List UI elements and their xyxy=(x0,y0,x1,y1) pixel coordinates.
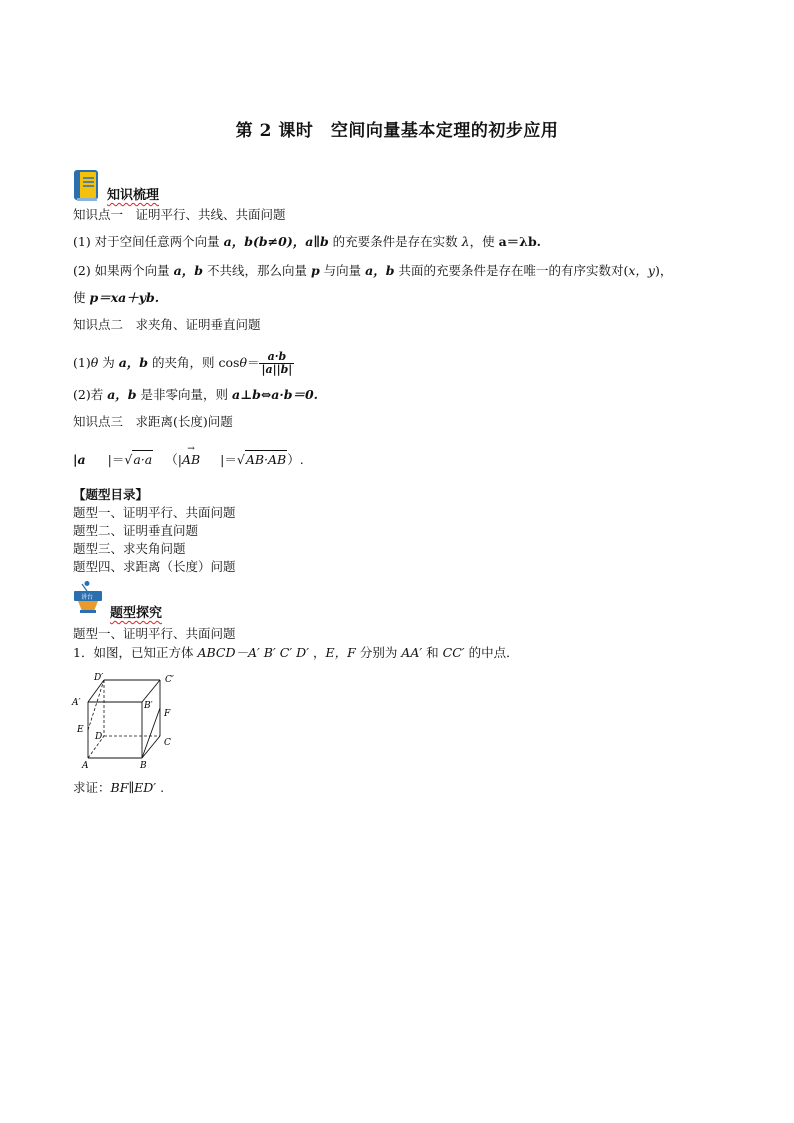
kp2-heading: 知识点二 求夹角、证明垂直问题 xyxy=(73,317,261,332)
kp1-line3: 使 p＝xa＋yb. xyxy=(73,290,160,305)
kp2-line1: (1)θ 为 a，b 的夹角，则 cosθ＝ $\frac{a\cdot b}{|a||b|}$ xyxy=(73,350,293,376)
cos-fraction: $\frac{a\cdot b}{|a||b|}$ xyxy=(261,350,293,376)
label-D1: D′ xyxy=(94,673,104,683)
type1-heading: 题型一、证明平行、共面问题 xyxy=(73,626,236,641)
label-F: F xyxy=(164,709,171,719)
kp1-heading: 知识点一 证明平行、共线、共面问题 xyxy=(73,207,286,222)
edge-B1C1 xyxy=(142,680,160,702)
label-C1: C′ xyxy=(165,675,174,685)
kp2-line2: (2)若 a，b 是非零向量，则 a⊥b⇔a·b＝0. xyxy=(73,387,319,402)
section-explore-label: 题型探究 xyxy=(110,606,163,621)
kp3-formula: |a |＝√a·a （|→ AB |＝√AB·AB）. xyxy=(73,450,304,469)
segment-BF xyxy=(142,708,160,758)
problem-statement: 1．如图，已知正方体 ABCD－A′ B′ C′ D′ ，E，F 分别为 AA′ 和 CC′ 的中点． xyxy=(73,645,519,660)
catalog-item: 题型二、证明垂直问题 xyxy=(73,523,199,538)
catalog-item: 题型四、求距离（长度）问题 xyxy=(73,559,236,574)
label-A: A xyxy=(82,761,89,771)
section-knowledge-label: 知识梳理 xyxy=(107,188,160,203)
lectern-icon xyxy=(72,580,106,614)
catalog-item: 题型一、证明平行、共面问题 xyxy=(73,505,236,520)
edge-BC xyxy=(142,736,160,758)
label-B1: B′ xyxy=(144,701,153,711)
edge-A1D1 xyxy=(88,680,104,702)
book-icon xyxy=(73,170,101,202)
kp3-heading: 知识点三 求距离(长度)问题 xyxy=(73,414,233,429)
segment-ED1 xyxy=(88,680,104,730)
page-title: 第 2 课时 空间向量基本定理的初步应用 xyxy=(235,121,559,141)
label-E: E xyxy=(77,725,84,735)
label-A1: A′ xyxy=(72,698,81,708)
label-B: B xyxy=(140,761,147,771)
kp1-line2: (2) 如果两个向量 a，b 不共线，那么向量 p 与向量 a，b 共面的充要条件是存在唯一的有序实数对(x，y)， xyxy=(73,263,673,278)
label-C: C xyxy=(164,738,171,748)
catalog-item: 题型三、求夹角问题 xyxy=(73,541,186,556)
lectern-sign: 讲台 xyxy=(81,594,94,601)
label-D: D xyxy=(95,732,103,742)
kp1-line1: (1) 对于空间任意两个向量 a，b(b≠0)，a∥b 的充要条件是存在实数 λ，使 a＝λb. xyxy=(73,234,542,249)
catalog-heading: 【题型目录】 xyxy=(73,487,149,502)
cube-figure xyxy=(70,668,190,772)
prove-statement: 求证：BF∥ED′ . xyxy=(73,780,165,795)
